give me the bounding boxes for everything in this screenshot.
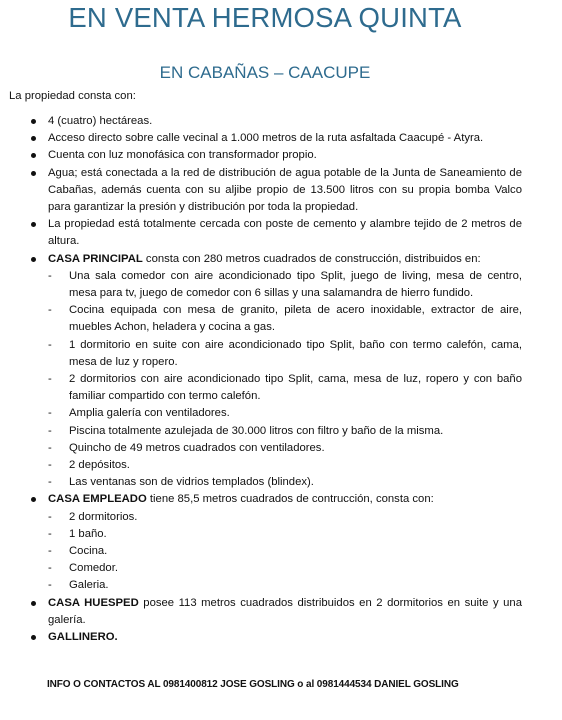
- item-text: tiene 85,5 metros cuadrados de contrucción, consta con:: [146, 493, 434, 506]
- item-text: Cuenta con luz monofásica con transformador propio.: [48, 149, 317, 162]
- sublist-item-text: Piscina totalmente azulejada de 30.000 litros con filtro y baño de la misma.: [69, 424, 444, 437]
- sublist-item: [48, 440, 522, 457]
- dash-icon: -: [48, 407, 52, 420]
- list-item: [27, 113, 522, 130]
- sublist-item-text: 1 dormitorio en suite con aire acondicionado tipo Split, baño con termo calefón, cama, mesa de luz y ropero.: [69, 338, 522, 368]
- dash-icon: -: [48, 579, 52, 592]
- item-heading: CASA HUESPED: [48, 596, 139, 609]
- item-text: La propiedad está totalmente cercada con poste de cemento y alambre tejido de 2 metros de altura.: [48, 218, 522, 248]
- dash-icon: -: [48, 269, 52, 282]
- item-text: 4 (cuatro) hectáreas.: [48, 115, 153, 127]
- list-item: [27, 216, 522, 250]
- list-item-casa-principal: [27, 251, 522, 492]
- bullet-icon: [31, 222, 36, 227]
- casa-empleado-sublist: [48, 509, 522, 595]
- sublist-item: [48, 560, 522, 577]
- sublist-item: [48, 577, 522, 594]
- dash-icon: -: [48, 338, 52, 351]
- dash-icon: -: [48, 510, 52, 523]
- bullet-icon: [31, 635, 36, 640]
- sublist-item: [48, 405, 522, 422]
- sublist-item-text: 2 dormitorios.: [69, 510, 138, 523]
- dash-icon: -: [48, 441, 52, 454]
- sublist-item: [48, 474, 522, 491]
- item-heading: CASA PRINCIPAL: [48, 252, 143, 265]
- dash-icon: -: [48, 373, 52, 386]
- sublist-item: [48, 543, 522, 560]
- page-title: EN VENTA HERMOSA QUINTA: [68, 2, 462, 33]
- sublist-item-text: 2 dormitorios con aire acondicionado tipo Split, cama, mesa de luz, ropero y con baño familiar compartido con termo calefón.: [69, 373, 522, 403]
- item-text: Acceso directo sobre calle vecinal a 1.000 metros de la ruta asfaltada Caacupé - Atyra.: [48, 132, 484, 145]
- sublist-item-text: Galeria.: [69, 579, 109, 592]
- sublist-item-text: Cocina.: [69, 545, 108, 558]
- bullet-icon: [31, 171, 36, 176]
- item-text: Agua; está conectada a la red de distribución de agua potable de la Junta de Saneamiento de Cabañas, además cuenta con su aljibe propio de 13.500 litros con su propia bomba Valco para garantizar la presión y distribución por toda la propiedad.: [48, 166, 522, 214]
- list-item-casa-huesped: [27, 595, 522, 629]
- dash-icon: -: [48, 476, 52, 489]
- sublist-item: [48, 302, 522, 336]
- sublist-item-text: Una sala comedor con aire acondicionado tipo Split, juego de living, mesa de centro, mesa para tv, juego de comedor con 6 sillas y una salamandra de hierro fundido.: [69, 269, 522, 300]
- sublist-item-text: Las ventanas son de vidrios templados (blindex).: [69, 476, 314, 489]
- sublist-item-text: Amplia galería con ventiladores.: [69, 407, 230, 420]
- dash-icon: -: [48, 459, 52, 472]
- item-heading: CASA EMPLEADO: [48, 493, 147, 506]
- bullet-icon: [31, 497, 36, 502]
- dash-icon: -: [48, 424, 52, 437]
- list-item: [27, 165, 522, 217]
- item-heading: GALLINERO.: [48, 631, 118, 644]
- dash-icon: -: [48, 545, 52, 558]
- sublist-item-text: Comedor.: [69, 562, 118, 575]
- sublist-item: [48, 526, 522, 543]
- sublist-item-text: 2 depósitos.: [69, 459, 130, 472]
- sublist-item: [48, 371, 522, 405]
- dash-icon: -: [48, 304, 52, 317]
- bullet-icon: [31, 136, 36, 141]
- dash-icon: -: [48, 527, 52, 540]
- contact-info: INFO O CONTACTOS AL 0981400812 JOSE GOSLING o al 0981444534 DANIEL GOSLING: [47, 679, 459, 690]
- list-item: [27, 130, 522, 147]
- sublist-item: [48, 337, 522, 371]
- sublist-item: [48, 457, 522, 474]
- sublist-item-text: Quincho de 49 metros cuadrados con ventiladores.: [69, 441, 325, 454]
- intro-text: La propiedad consta con:: [9, 90, 136, 102]
- sublist-item-text: Cocina equipada con mesa de granito, pileta de acero inoxidable, extractor de aire, muebles Achon, heladera y cocina a gas.: [69, 304, 522, 334]
- sublist-item-text: 1 baño.: [69, 527, 107, 540]
- sublist-item: [48, 509, 522, 526]
- casa-principal-sublist: [48, 268, 522, 492]
- bullet-icon: [31, 153, 36, 158]
- bullet-icon: [31, 601, 36, 606]
- item-text: consta con 280 metros cuadrados de construcción, distribuidos en:: [142, 252, 481, 265]
- bullet-icon: [31, 257, 36, 262]
- page-subtitle: EN CABAÑAS – CAACUPE: [159, 63, 371, 82]
- list-item: [27, 147, 522, 164]
- bullet-icon: [31, 119, 36, 124]
- features-list: [27, 113, 522, 646]
- item-text: posee 113 metros cuadrados distribuidos en 2 dormitorios en suite y una galería.: [48, 596, 523, 626]
- list-item-casa-empleado: [27, 491, 522, 594]
- sublist-item: [48, 268, 522, 302]
- list-item-gallinero: [27, 629, 522, 646]
- sublist-item: [48, 423, 522, 440]
- dash-icon: -: [48, 562, 52, 575]
